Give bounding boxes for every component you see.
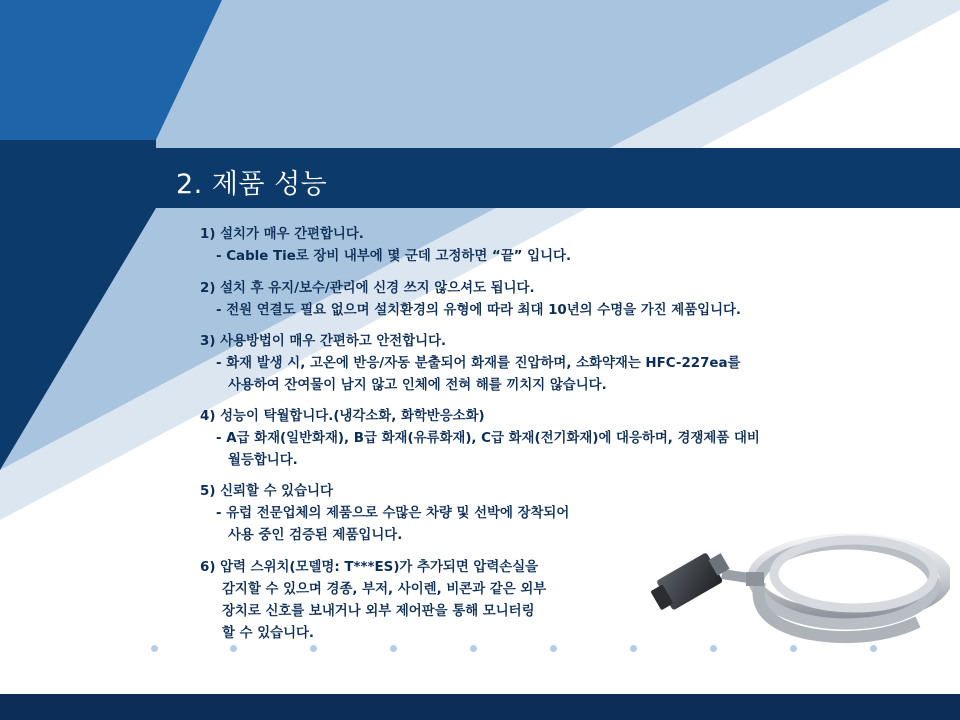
decorative-dot xyxy=(870,645,877,652)
feature-detail: - A급 화재(일반화재), B급 화재(유류화재), C급 화재(전기화재)에 대응하며, 경쟁제품 대비 xyxy=(216,431,760,446)
title-bar xyxy=(156,148,960,208)
feature-heading: 2) 설치 후 유지/보수/관리에 신경 쓰지 않으셔도 됩니다. xyxy=(200,281,535,296)
feature-detail-continued: 할 수 있습니다. xyxy=(222,626,315,641)
feature-detail-continued: 사용하여 잔여물이 남지 않고 인체에 전혀 해를 끼치지 않습니다. xyxy=(228,378,607,393)
decorative-dot xyxy=(230,645,237,652)
decorative-dot xyxy=(630,645,637,652)
feature-heading: 5) 신뢰할 수 있습니다 xyxy=(200,484,333,499)
decorative-dot xyxy=(550,645,557,652)
feature-detail: - 유럽 전문업체의 제품으로 수많은 차량 및 선박에 장착되어 xyxy=(216,506,570,521)
feature-item-3 xyxy=(200,331,920,397)
feature-detail: - Cable Tie로 장비 내부에 몇 군데 고정하면 “끝” 입니다. xyxy=(216,249,572,264)
dot-row xyxy=(0,645,960,655)
feature-heading: 3) 사용방법이 매우 간편하고 안전합니다. xyxy=(200,334,447,349)
footer-bar xyxy=(0,694,960,720)
feature-heading: 6) 압력 스위치(모델명: T***ES)가 추가되면 압력손실을 xyxy=(200,560,539,575)
feature-detail-continued: 월등합니다. xyxy=(228,453,298,468)
decorative-dot xyxy=(310,645,317,652)
decorative-dot xyxy=(151,645,158,652)
decorative-dot xyxy=(790,645,797,652)
feature-detail-continued: 감지할 수 있으며 경종, 부저, 사이렌, 비콘과 같은 외부 xyxy=(222,582,547,597)
feature-detail: - 전원 연결도 필요 없으며 설치환경의 유형에 따라 최대 10년의 수명을 가진 제품입니다. xyxy=(216,303,742,318)
feature-heading: 1) 설치가 매우 간편합니다. xyxy=(200,227,364,242)
feature-detail-continued: 사용 중인 검증된 제품입니다. xyxy=(228,528,403,543)
feature-item-4 xyxy=(200,406,920,472)
feature-item-2 xyxy=(200,278,920,322)
slide-title: 2. 제품 성능 xyxy=(176,169,328,200)
decorative-dot xyxy=(390,645,397,652)
feature-item-1 xyxy=(200,224,920,268)
decorative-dot xyxy=(710,645,717,652)
feature-detail-continued: 장치로 신호를 보내거나 외부 제어판을 통해 모니터링 xyxy=(222,604,535,619)
product-image xyxy=(650,522,950,654)
feature-detail: - 화재 발생 시, 고온에 반응/자동 분출되어 화재를 진압하며, 소화약재는 HFC-227ea를 xyxy=(216,356,741,371)
feature-heading: 4) 성능이 탁월합니다.(냉각소화, 화학반응소화) xyxy=(200,409,485,424)
decorative-dot xyxy=(470,645,477,652)
